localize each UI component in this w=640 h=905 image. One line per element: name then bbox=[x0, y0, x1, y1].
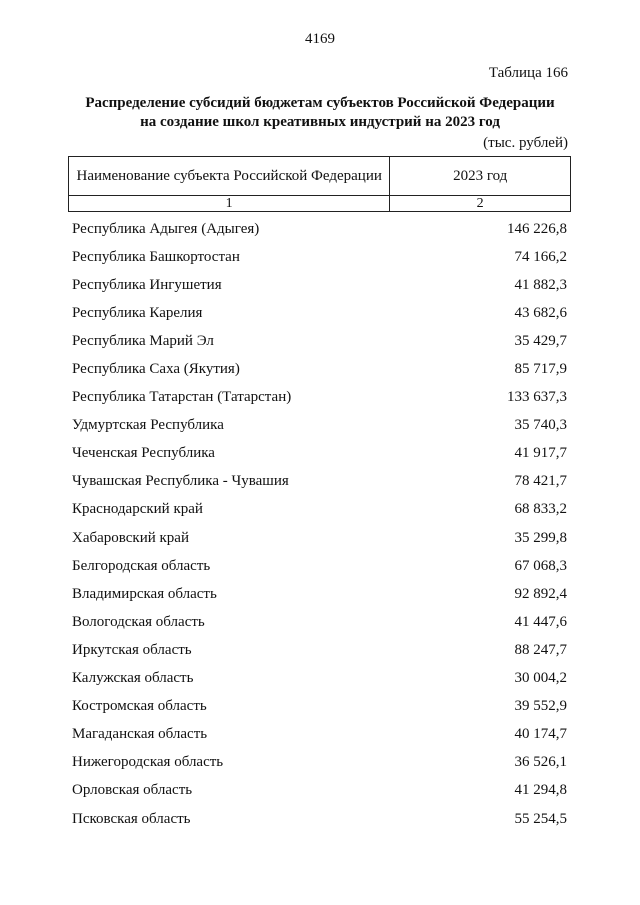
region-name: Нижегородская область bbox=[72, 754, 224, 771]
table-row bbox=[68, 636, 571, 664]
subsidy-value: 40 174,7 bbox=[514, 726, 567, 743]
region-name: Республика Татарстан (Татарстан) bbox=[72, 389, 292, 406]
subsidy-value: 85 717,9 bbox=[514, 361, 567, 378]
column-number-row bbox=[68, 196, 571, 212]
region-name: Костромская область bbox=[72, 698, 207, 715]
region-name: Краснодарский край bbox=[72, 501, 203, 518]
subsidy-value: 41 294,8 bbox=[514, 782, 567, 799]
units-label: (тыс. рублей) bbox=[483, 135, 568, 151]
subsidy-value: 74 166,2 bbox=[514, 248, 567, 265]
subsidy-value: 92 892,4 bbox=[514, 585, 567, 602]
region-name: Республика Марий Эл bbox=[72, 332, 214, 349]
subsidy-value: 35 740,3 bbox=[514, 417, 567, 434]
table-row bbox=[68, 271, 571, 299]
table-row bbox=[68, 384, 571, 412]
region-name: Владимирская область bbox=[72, 585, 217, 602]
subsidy-table bbox=[68, 156, 571, 833]
subsidy-value: 78 421,7 bbox=[514, 473, 567, 490]
table-row bbox=[68, 355, 571, 383]
table-row bbox=[68, 243, 571, 271]
table-row bbox=[68, 777, 571, 805]
table-row bbox=[68, 299, 571, 327]
subsidy-value: 133 637,3 bbox=[507, 389, 567, 406]
subsidy-value: 39 552,9 bbox=[514, 698, 567, 715]
region-name: Чувашская Республика - Чувашия bbox=[72, 473, 289, 490]
subsidy-value: 36 526,1 bbox=[514, 754, 567, 771]
region-name: Калужская область bbox=[72, 670, 194, 687]
table-row bbox=[68, 608, 571, 636]
region-name: Иркутская область bbox=[72, 641, 192, 658]
table-row bbox=[68, 468, 571, 496]
region-name: Республика Саха (Якутия) bbox=[72, 361, 240, 378]
table-row bbox=[68, 552, 571, 580]
subsidy-value: 41 917,7 bbox=[514, 445, 567, 462]
region-name: Хабаровский край bbox=[72, 529, 189, 546]
subsidy-value: 67 068,3 bbox=[514, 557, 567, 574]
subsidy-value: 146 226,8 bbox=[507, 220, 567, 237]
document-title bbox=[0, 94, 640, 132]
region-name: Псковская область bbox=[72, 810, 191, 827]
header-region-name: Наименование субъекта Российской Федерации bbox=[69, 157, 390, 196]
region-name: Магаданская область bbox=[72, 726, 208, 743]
column-number-2: 2 bbox=[390, 196, 571, 212]
subsidy-value: 88 247,7 bbox=[514, 641, 567, 658]
table-row bbox=[68, 215, 571, 243]
table-header-row bbox=[68, 156, 571, 196]
table-row bbox=[68, 693, 571, 721]
table-row bbox=[68, 580, 571, 608]
region-name: Вологодская область bbox=[72, 613, 205, 630]
region-name: Республика Башкортостан bbox=[72, 248, 240, 265]
subsidy-value: 43 682,6 bbox=[514, 304, 567, 321]
region-name: Орловская область bbox=[72, 782, 193, 799]
subsidy-value: 35 429,7 bbox=[514, 332, 567, 349]
subsidy-value: 41 882,3 bbox=[514, 276, 567, 293]
subsidy-value: 30 004,2 bbox=[514, 670, 567, 687]
region-name: Удмуртская Республика bbox=[72, 417, 224, 434]
table-row bbox=[68, 749, 571, 777]
table-row bbox=[68, 721, 571, 749]
table-row bbox=[68, 496, 571, 524]
table-row bbox=[68, 412, 571, 440]
header-year: 2023 год bbox=[390, 157, 571, 196]
title-line-2: на создание школ креативных индустрий на 2023 год bbox=[140, 114, 500, 130]
table-row bbox=[68, 805, 571, 833]
table-label: Таблица 166 bbox=[488, 65, 568, 81]
subsidy-value: 35 299,8 bbox=[514, 529, 567, 546]
region-name: Республика Ингушетия bbox=[72, 276, 222, 293]
subsidy-value: 55 254,5 bbox=[514, 810, 567, 827]
title-line-1: Распределение субсидий бюджетам субъектов Российской Федерации bbox=[85, 95, 555, 111]
region-name: Чеченская Республика bbox=[72, 445, 215, 462]
region-name: Республика Адыгея (Адыгея) bbox=[72, 220, 260, 237]
page-number: 4169 bbox=[305, 31, 335, 47]
table-row bbox=[68, 327, 571, 355]
column-number-1: 1 bbox=[69, 196, 390, 212]
subsidy-value: 41 447,6 bbox=[514, 613, 567, 630]
table-row bbox=[68, 665, 571, 693]
subsidy-value: 68 833,2 bbox=[514, 501, 567, 518]
table-body bbox=[68, 215, 571, 833]
table-row bbox=[68, 440, 571, 468]
region-name: Республика Карелия bbox=[72, 304, 203, 321]
region-name: Белгородская область bbox=[72, 557, 211, 574]
table-row bbox=[68, 524, 571, 552]
